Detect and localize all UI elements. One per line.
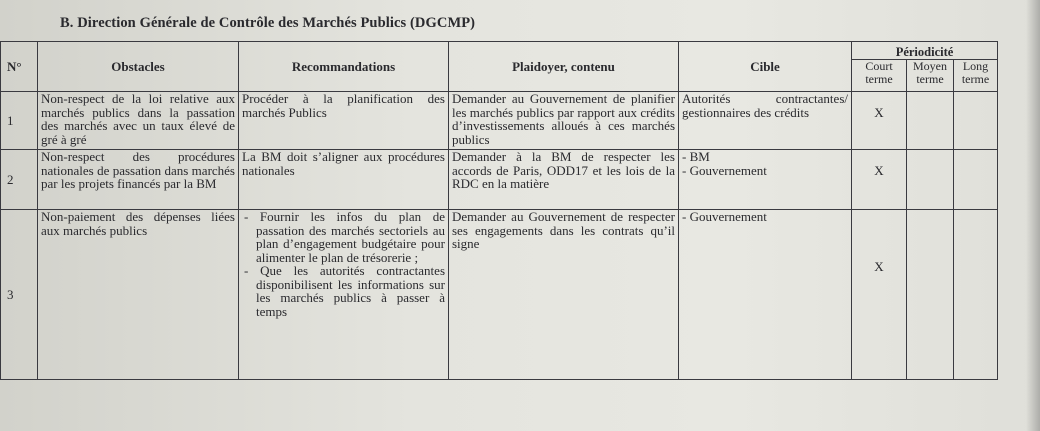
header-cible: Cible [679, 42, 852, 92]
obstacles-table [0, 41, 998, 380]
court-terme-mark: X [852, 150, 907, 210]
recommandation-item: - Que les autorités contractantes disponibilisent les informations sur les marchés publics à passer à temps [244, 263, 445, 319]
table-row [1, 210, 998, 380]
obstacle-cell: Non-respect de la loi relative aux marchés publics dans la passation des marchés avec un taux élevé de gré à gré [38, 92, 239, 150]
long-terme-cell [954, 150, 998, 210]
header-row [1, 42, 998, 60]
cible-cell [679, 150, 852, 210]
row-num: 3 [1, 210, 38, 380]
cible-line: - Gouvernement [682, 162, 767, 178]
moyen-terme-cell [907, 92, 954, 150]
long-terme-cell [954, 92, 998, 150]
table-row [1, 92, 998, 150]
recommandation-cell [239, 210, 449, 380]
page-shadow [1026, 0, 1040, 431]
cible-cell: - Gouvernement [679, 210, 852, 380]
plaidoyer-cell: Demander à la BM de respecter les accords de Paris, ODD17 et les lois de la RDC en la matière [449, 150, 679, 210]
obstacle-cell: Non-paiement des dépenses liées aux marchés publics [38, 210, 239, 380]
long-terme-cell [954, 210, 998, 380]
section-heading: B. Direction Générale de Contrôle des Marchés Publics (DGCMP) [60, 15, 476, 31]
moyen-terme-cell [907, 150, 954, 210]
header-long-terme: Long terme [954, 60, 998, 92]
plaidoyer-cell: Demander au Gouvernement de respecter ses engagements dans les contrats qu’il signe [449, 210, 679, 380]
court-terme-mark: X [852, 92, 907, 150]
recommandation-item: - Fournir les infos du plan de passation des marchés sectoriels au plan d’engagement budgétaire pour alimenter le plan de trésorerie ; [244, 209, 445, 265]
row-num: 1 [1, 92, 38, 150]
header-num: N° [1, 42, 38, 92]
header-recommandations: Recommandations [239, 42, 449, 92]
cible-line: - BM [682, 149, 710, 164]
header-plaidoyer: Plaidoyer, contenu [449, 42, 679, 92]
recommandation-cell: La BM doit s’aligner aux procédures nationales [239, 150, 449, 210]
header-moyen-terme: Moyen terme [907, 60, 954, 92]
court-terme-mark: X [852, 210, 907, 380]
header-obstacles: Obstacles [38, 42, 239, 92]
cible-cell: Autorités contractantes/ gestionnaires des crédits [679, 92, 852, 150]
header-periodicite: Périodicité [852, 42, 998, 60]
obstacle-cell: Non-respect des procédures nationales de passation dans marchés par les projets financés par la BM [38, 150, 239, 210]
plaidoyer-cell: Demander au Gouvernement de planifier les marchés publics par rapport aux crédits d’investissements alloués à ces marchés publics [449, 92, 679, 150]
recommandation-cell: Procéder à la planification des marchés Publics [239, 92, 449, 150]
moyen-terme-cell [907, 210, 954, 380]
header-court-terme: Court terme [852, 60, 907, 92]
row-num: 2 [1, 150, 38, 210]
table-row [1, 150, 998, 210]
